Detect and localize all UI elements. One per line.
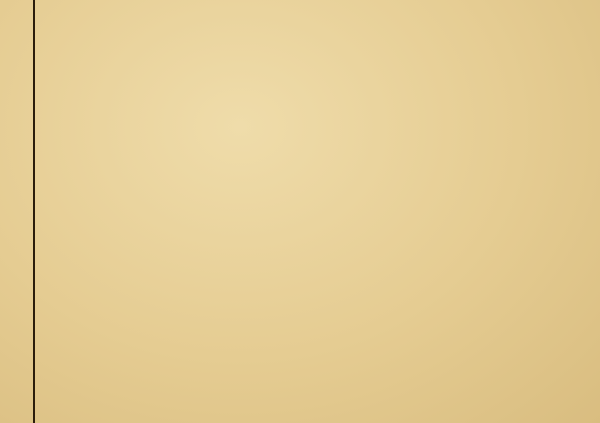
page-sidebar <box>0 0 28 423</box>
sidebar-divider <box>33 0 35 423</box>
